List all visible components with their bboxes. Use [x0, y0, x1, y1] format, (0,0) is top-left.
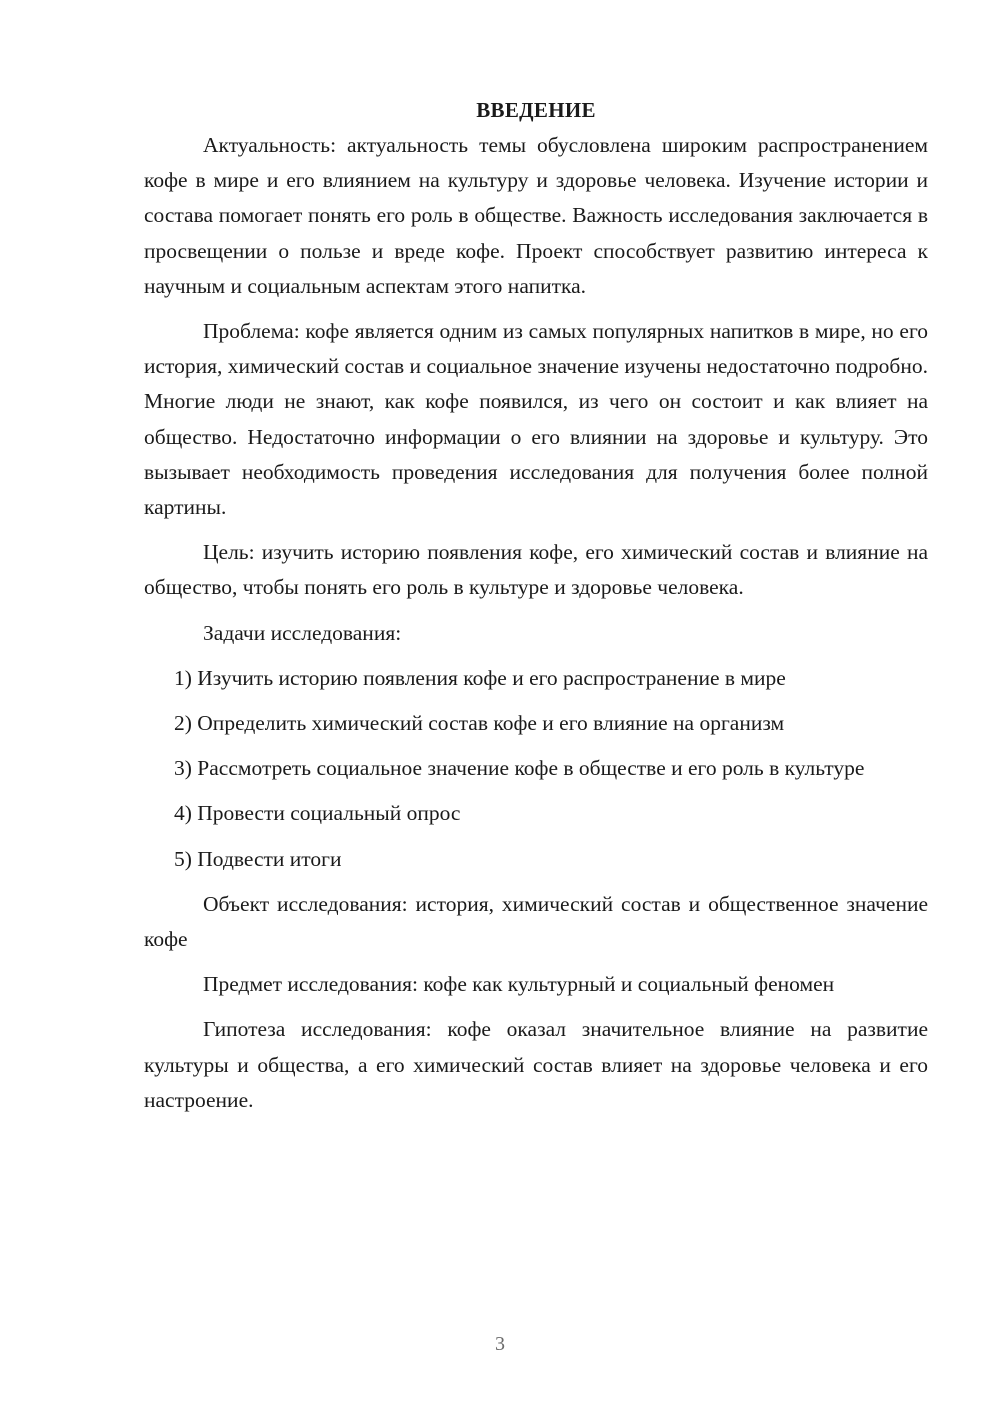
task-item-5: 5) Подвести итоги — [174, 846, 342, 871]
paragraph-tasks-intro: Задачи исследования: — [203, 620, 402, 645]
task-item-4: 4) Провести социальный опрос — [174, 801, 461, 826]
task-item-3: 3) Рассмотреть социальное значение кофе в обществе и его роль в культуре — [174, 756, 865, 781]
section-heading: ВВЕДЕНИЕ — [476, 98, 596, 122]
paragraph-hypothesis: Гипотеза исследования: кофе оказал значительное влияние на развитие культуры и общества, а его химический состав влияет на здоровье человека и его настроение. — [144, 1017, 928, 1112]
task-item-2: 2) Определить химический состав кофе и его влияние на организм — [174, 711, 785, 736]
paragraph-goal: Цель: изучить историю появления кофе, его химический состав и влияние на общество, чтобы понять его роль в культуре и здоровье человека. — [144, 540, 928, 600]
paragraph-object: Объект исследования: история, химический состав и общественное значение кофе — [144, 891, 928, 952]
document-page — [144, 92, 928, 1128]
paragraph-subject: Предмет исследования: кофе как культурный и социальный феномен — [203, 972, 835, 997]
paragraph-relevance: Актуальность: актуальность темы обусловлена широким распространением кофе в мире и его влиянием на культуру и здоровье человека. Изучение истории и состава помогает понять его роль в обществе. Важность исследования заключается в просвещении о пользе и вреде кофе. Проект способствует развитию интереса к научным и социальным аспектам этого напитка. — [144, 133, 928, 298]
task-item-1: 1) Изучить историю появления кофе и его распространение в мире — [174, 665, 786, 690]
paragraph-problem: Проблема: кофе является одним из самых популярных напитков в мире, но его история, химический состав и социальное значение изучены недостаточно подробно. Многие люди не знают, как кофе появился, из чего он состоит и как влияет на общество. Недостаточно информации о его влиянии на здоровье и культуру. Это вызывает необходимость проведения исследования для получения более полной картины. — [144, 319, 928, 520]
page-number: 3 — [495, 1333, 505, 1355]
